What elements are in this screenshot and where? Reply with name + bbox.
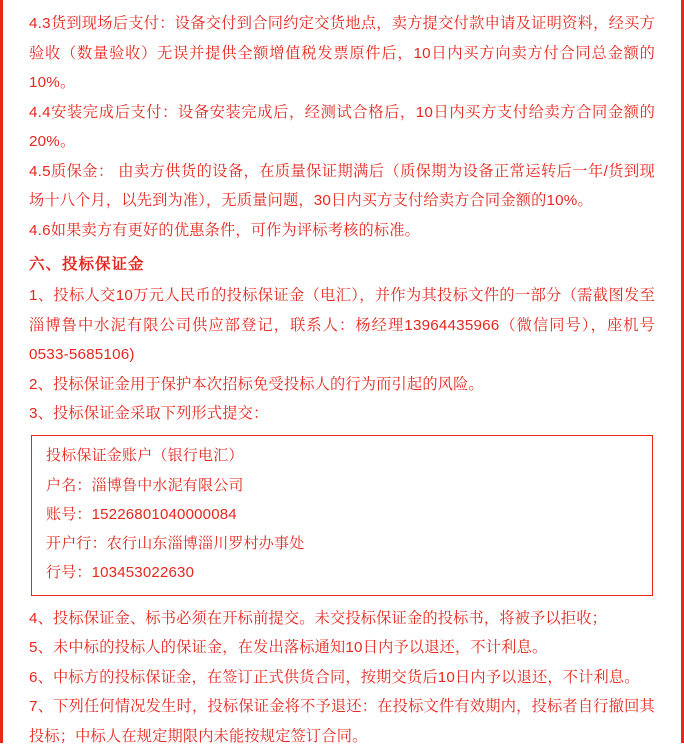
deposit-account-box [31,435,653,596]
list-item-6: 6、中标方的投标保证金，在签订正式供货合同，按期交货后10日内予以退还，不计利息。 [29,668,640,686]
list-item-4: 4、投标保证金、标书必须在开标前提交。未交投标保证金的投标书，将被予以拒收； [29,609,607,627]
list-item-5: 5、未中标的投标人的保证金，在发出落标通知10日内予以退还，不计利息。 [29,639,548,656]
paragraph-4-3: 4.3货到现场后支付：设备交付到合同约定交货地点，卖方提交付款申请及证明资料，经买方验收（数量验收）无误并提供全额增值税发票原件后，10日内买方向卖方付合同总金额的10%。 [29,15,655,91]
account-bank-code-row: 行号：103453022630 [46,563,195,581]
account-number-row: 账号：15226801040000084 [46,505,237,523]
list-item-1: 1、投标人交10万元人民币的投标保证金（电汇），并作为其投标文件的一部分（需截图发至淄博鲁中水泥有限公司供应部登记，联系人：杨经理13964435966（微信同号），座机号0533-5685106) [29,287,655,363]
paragraph-4-5: 4.5质保金： 由卖方供货的设备，在质量保证期满后（质保期为设备正常运转后一年/货到现场十八个月，以先到为准），无质量问题，30日内买方支付给卖方合同金额的10%。 [29,162,655,209]
document-content [3,0,681,751]
account-name-row: 户名：淄博鲁中水泥有限公司 [46,476,244,494]
list-item-7: 7、下列任何情况发生时，投标保证金将不予退还：在投标文件有效期内，投标者自行撤回其投标；中标人在规定期限内未能按规定签订合同。 [29,698,655,745]
section-heading-bid-deposit: 六、投标保证金 [29,256,145,273]
deposit-account-title: 投标保证金账户（银行电汇） [46,446,244,464]
paragraph-4-4: 4.4安装完成后支付：设备安装完成后，经测试合格后，10日内买方支付给卖方合同金额的20%。 [29,103,655,150]
list-item-3: 3、投标保证金采取下列形式提交： [29,405,269,422]
paragraph-4-6: 4.6如果卖方有更好的优惠条件，可作为评标考核的标准。 [29,221,421,239]
account-bank-row: 开户行：农行山东淄博淄川罗村办事处 [46,534,305,552]
list-item-2: 2、投标保证金用于保护本次招标免受投标人的行为而引起的风险。 [29,375,484,393]
